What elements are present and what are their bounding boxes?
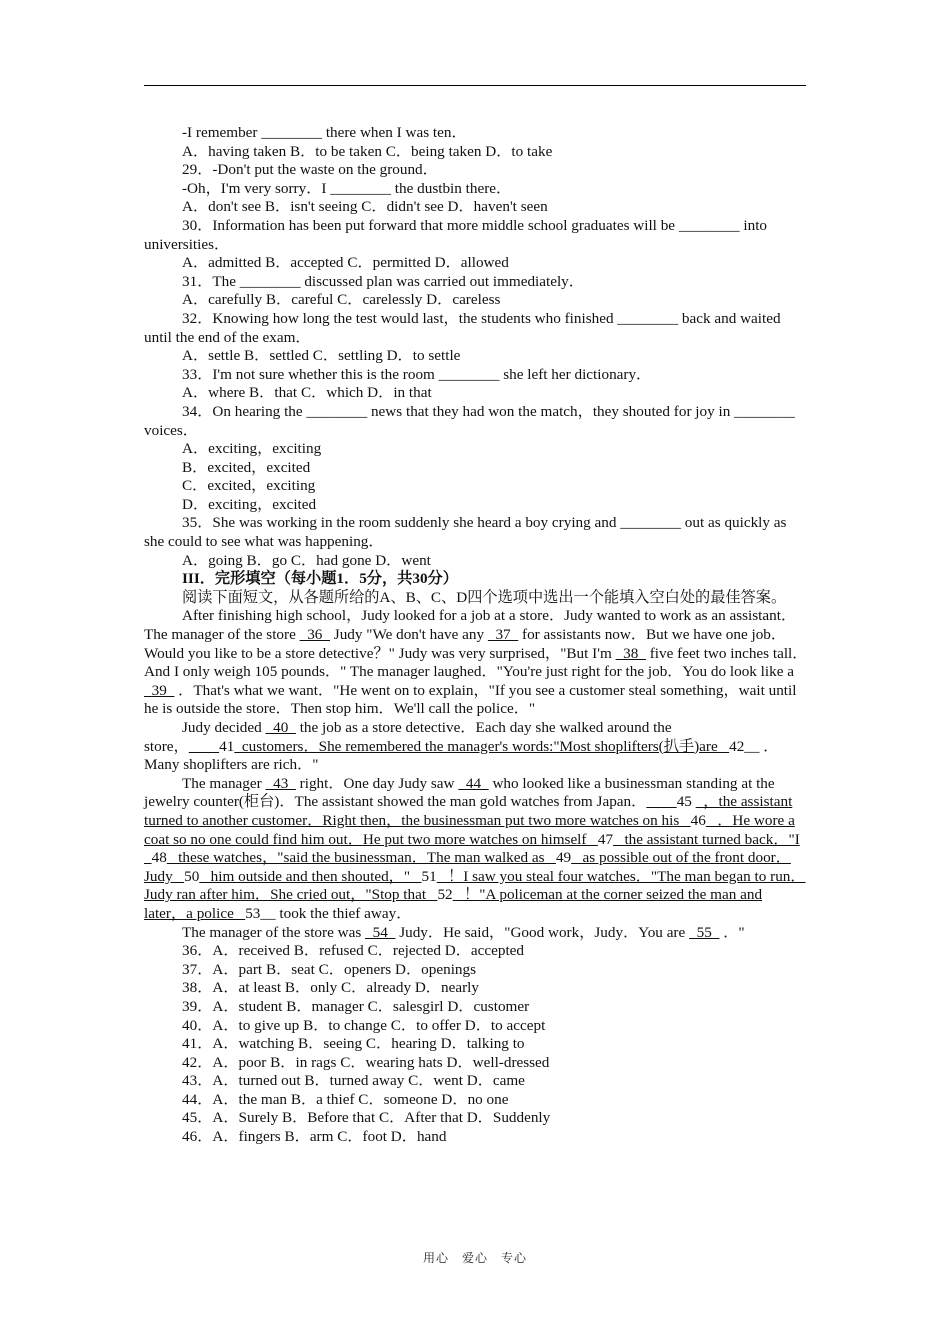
text-line: B．excited，excited	[182, 458, 311, 476]
cloze-blank: ，the assistant turned to another customer．Right then，the businessman put two more watches on his	[144, 793, 793, 829]
page-footer: 用心 爱心 专心	[422, 1251, 527, 1265]
cloze-blank: ！"A policeman at the corner seized the man and later，a police	[144, 886, 763, 922]
text-line: 阅读下面短文，从各题所给的A、B、C、D四个选项中选出一个能填入空白处的最佳答案。	[182, 588, 787, 606]
text-line: 35．She was working in the room suddenly she heard a boy crying and ________ out as quickly as she could to see what was happening．	[144, 514, 787, 551]
text-line: 34．On hearing the ________ news that they had won the match，they shouted for joy in ________ voices．	[144, 402, 795, 439]
document-body	[144, 124, 808, 1147]
option-line: 40．A．to give up B．to change C．to offer D．to accept	[182, 1016, 546, 1034]
passage-paragraph: After finishing high school，Judy looked for a job at a store．Judy wanted to work as an assistant．The manager of the store 36 Judy "We don't have any 37 for assistants now．But we have one job．Would you like to be a store detective？" Judy was very surprised，"But I'm 38 five feet two inches tall．And I only weigh 105 pounds．" The manager laughed．"You're just right for the job．You do look like a 39 ．That's what we want．"He went on to explain，"If you see a customer steal something，wait until he is outside the store．Then stop him．We'll call the police．"	[144, 607, 808, 718]
option-line: 43．A．turned out B．turned away C．went D．came	[182, 1072, 525, 1090]
text-line: D．exciting，excited	[182, 495, 317, 513]
option-line: 42．A．poor B．in rags C．wearing hats D．well-dressed	[182, 1053, 550, 1071]
text-line: 33．I'm not sure whether this is the room ________ she left her dictionary．	[182, 365, 652, 383]
passage-paragraph: The manager of the store was 54 Judy．He said，"Good work，Judy．You are 55 ．"	[182, 923, 745, 941]
cloze-blank: him outside and then shouted，"	[199, 867, 422, 885]
text-line: C．excited，exciting	[182, 477, 316, 495]
text-line: A．settle B．settled C．settling D．to settle	[182, 347, 461, 365]
text-line: 29．-Don't put the waste on the ground．	[182, 161, 438, 179]
text-line: A．exciting，exciting	[182, 440, 322, 458]
cloze-blank	[662, 793, 677, 810]
text-line: A．having taken B．to be taken C．being taken D．to take	[182, 142, 553, 160]
cloze-blank: 55	[689, 923, 720, 941]
option-line: 41．A．watching B．seeing C．hearing D．talking to	[182, 1035, 525, 1053]
cloze-blank	[189, 738, 204, 755]
question-lines	[144, 124, 808, 607]
cloze-blank: ！I saw you steal four watches．"The man began to run．Judy ran after him．She cried out，"Stop that	[144, 867, 806, 904]
cloze-blank: 40	[265, 719, 296, 736]
text-line: -I remember ________ there when I was ten．	[182, 124, 467, 141]
cloze-blank: ．He wore a coat so no one could find him out．He put two more watches on himself	[144, 811, 795, 848]
cloze-blank: these watches，"said the businessman．The man walked as	[166, 849, 556, 867]
text-line: III．完形填空（每小题1．5分，共30分）	[182, 570, 458, 588]
option-line: 39．A．student B．manager C．salesgirl D．customer	[182, 997, 530, 1015]
text-line: -Oh，I'm very sorry．I ________ the dustbin there．	[182, 179, 512, 197]
header-rule	[144, 85, 806, 86]
text-line: A．don't see B．isn't seeing C．didn't see D．haven't seen	[182, 198, 548, 216]
text-line: A．carefully B．careful C．carelessly D．careless	[182, 291, 501, 309]
text-line: 30．Information has been put forward that more middle school graduates will be ________ into universities．	[144, 216, 768, 253]
text-line: 31．The ________ discussed plan was carried out immediately．	[182, 272, 584, 290]
passage-paragraph: Judy decided 40 the job as a store detective．Each day she walked around the store， 41 customers．She remembered the manager's words:"Most shoplifters(扒手)are 42__ ．Many shoplifters are rich．"	[144, 719, 779, 774]
option-line: 38．A．at least B．only C．already D．nearly	[182, 979, 479, 997]
option-line: 37．A．part B．seat C．openers D．openings	[182, 960, 477, 978]
cloze-blank: 54	[365, 923, 396, 941]
option-line: 45．A．Surely B．Before that C．After that D．Suddenly	[182, 1109, 551, 1127]
cloze-blank: customers．She remembered the manager's words:"Most shoplifters(扒手)are	[234, 737, 730, 755]
text-line: 32．Knowing how long the test would last，the students who finished ________ back and waited until the end of the exam．	[144, 309, 781, 346]
cloze-blank: as possible out of the front door．Judy	[144, 849, 791, 885]
cloze-blank: the assistant turned back．"I	[144, 830, 800, 867]
cloze-blank: 36	[299, 626, 330, 644]
cloze-blank: 37	[487, 626, 519, 644]
text-line: A．where B．that C．which D．in that	[182, 384, 432, 402]
text-line: A．going B．go C．had gone D．went	[182, 551, 431, 569]
cloze-blank: 44	[458, 774, 489, 792]
cloze-blank	[646, 793, 661, 810]
cloze-passage	[144, 607, 808, 942]
cloze-blank: 43	[265, 774, 296, 792]
option-line: 36．A．received B．refused C．rejected D．accepted	[182, 942, 525, 960]
cloze-blank: 38	[615, 644, 646, 662]
cloze-blank: 39	[144, 681, 175, 699]
cloze-blank	[204, 738, 219, 755]
text-line: A．admitted B．accepted C．permitted D．allowed	[182, 254, 509, 272]
option-line: 46．A．fingers B．arm C．foot D．hand	[182, 1128, 447, 1146]
cloze-options	[144, 942, 808, 1147]
passage-paragraph: The manager 43 right．One day Judy saw 44 who looked like a businessman standing at the jewelry counter(柜台)．The assistant showed the man gold watches from Japan． 45 ，the assistant turned to another customer．Right then，the businessman put two more watches on his 46 ．He wore a coat so no one could find him out．He put two more watches on himself 47 the assistant turned back．"I 48 these watches，"said the businessman．The man walked as 49 as possible out of the front door．Judy 50 him outside and then shouted，" 51 ！I saw you steal four watches．"The man began to run．Judy ran after him．She cried out，"Stop that 52 ！"A policeman at the corner seized the man and later，a police 53__ took the thief away．	[144, 774, 806, 922]
option-line: 44．A．the man B．a thief C．someone D．no one	[182, 1090, 509, 1108]
